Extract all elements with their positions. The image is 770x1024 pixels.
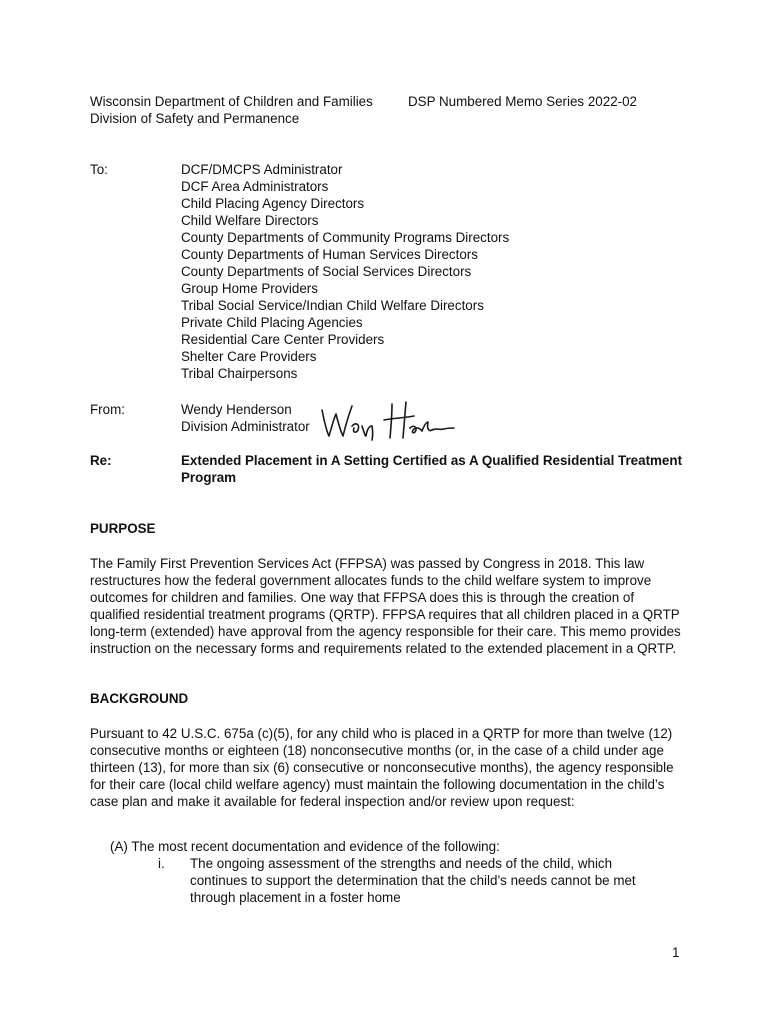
division-name: Division of Safety and Permanence — [90, 111, 300, 126]
list-item-i-marker: i. — [158, 856, 165, 871]
recipient-item: County Departments of Social Services Directors — [181, 264, 472, 279]
memo-subject: Extended Placement in A Setting Certified as A Qualified Residential Treatment Program — [181, 453, 683, 485]
recipient-item: Residential Care Center Providers — [181, 332, 385, 347]
recipient-item: Tribal Chairpersons — [181, 366, 298, 381]
handwritten-signature — [318, 398, 458, 444]
page-number: 1 — [672, 945, 680, 960]
recipient-item: County Departments of Community Programs Directors — [181, 230, 510, 245]
recipient-item: DCF/DMCPS Administrator — [181, 162, 343, 177]
purpose-heading: PURPOSE — [90, 521, 156, 536]
header-organization — [90, 93, 400, 127]
recipient-item: Tribal Social Service/Indian Child Welfare Directors — [181, 298, 484, 313]
re-label: Re: — [90, 453, 112, 468]
recipient-item: Private Child Placing Agencies — [181, 315, 363, 330]
memo-series: DSP Numbered Memo Series 2022-02 — [408, 94, 637, 109]
org-name: Wisconsin Department of Children and Families — [90, 94, 373, 109]
recipient-item: Child Placing Agency Directors — [181, 196, 365, 211]
recipient-item: County Departments of Human Services Directors — [181, 247, 478, 262]
purpose-paragraph: The Family First Prevention Services Act (FFPSA) was passed by Congress in 2018. This law restructures how the federal government allocates funds to the child welfare system to improve outcomes for children and families. One way that FFPSA does this is through the creation of qualified residential treatment programs (QRTP). FFPSA requires that all children placed in a QRTP long-term (extended) have approval from the agency responsible for their care. This memo provides instruction on the necessary forms and requirements related to the extended placement in a QRTP. — [90, 556, 681, 656]
background-paragraph: Pursuant to 42 U.S.C. 675a (c)(5), for any child who is placed in a QRTP for more than twelve (12) consecutive months or eighteen (18) nonconsecutive months (or, in the case of a child under age thirteen (13), for more than six (6) consecutive or nonconsecutive months), the agency responsible for their care (local child welfare agency) must maintain the following documentation in the child’s case plan and make it available for federal inspection and/or review upon request: — [90, 726, 674, 809]
to-label: To: — [90, 162, 108, 177]
sender-name: Wendy Henderson — [181, 402, 292, 417]
sender-block — [181, 401, 310, 435]
recipient-list — [181, 161, 681, 382]
recipient-item: Group Home Providers — [181, 281, 318, 296]
from-label: From: — [90, 402, 125, 417]
recipient-item: Child Welfare Directors — [181, 213, 319, 228]
list-item-i-text: The ongoing assessment of the strengths and needs of the child, which continues to support the determination that the child’s needs cannot be met through placement in a foster home — [190, 856, 636, 905]
background-heading: BACKGROUND — [90, 691, 189, 706]
list-item-a: (A) The most recent documentation and evidence of the following: — [110, 839, 500, 854]
recipient-item: Shelter Care Providers — [181, 349, 317, 364]
sender-title: Division Administrator — [181, 419, 310, 434]
recipient-item: DCF Area Administrators — [181, 179, 329, 194]
